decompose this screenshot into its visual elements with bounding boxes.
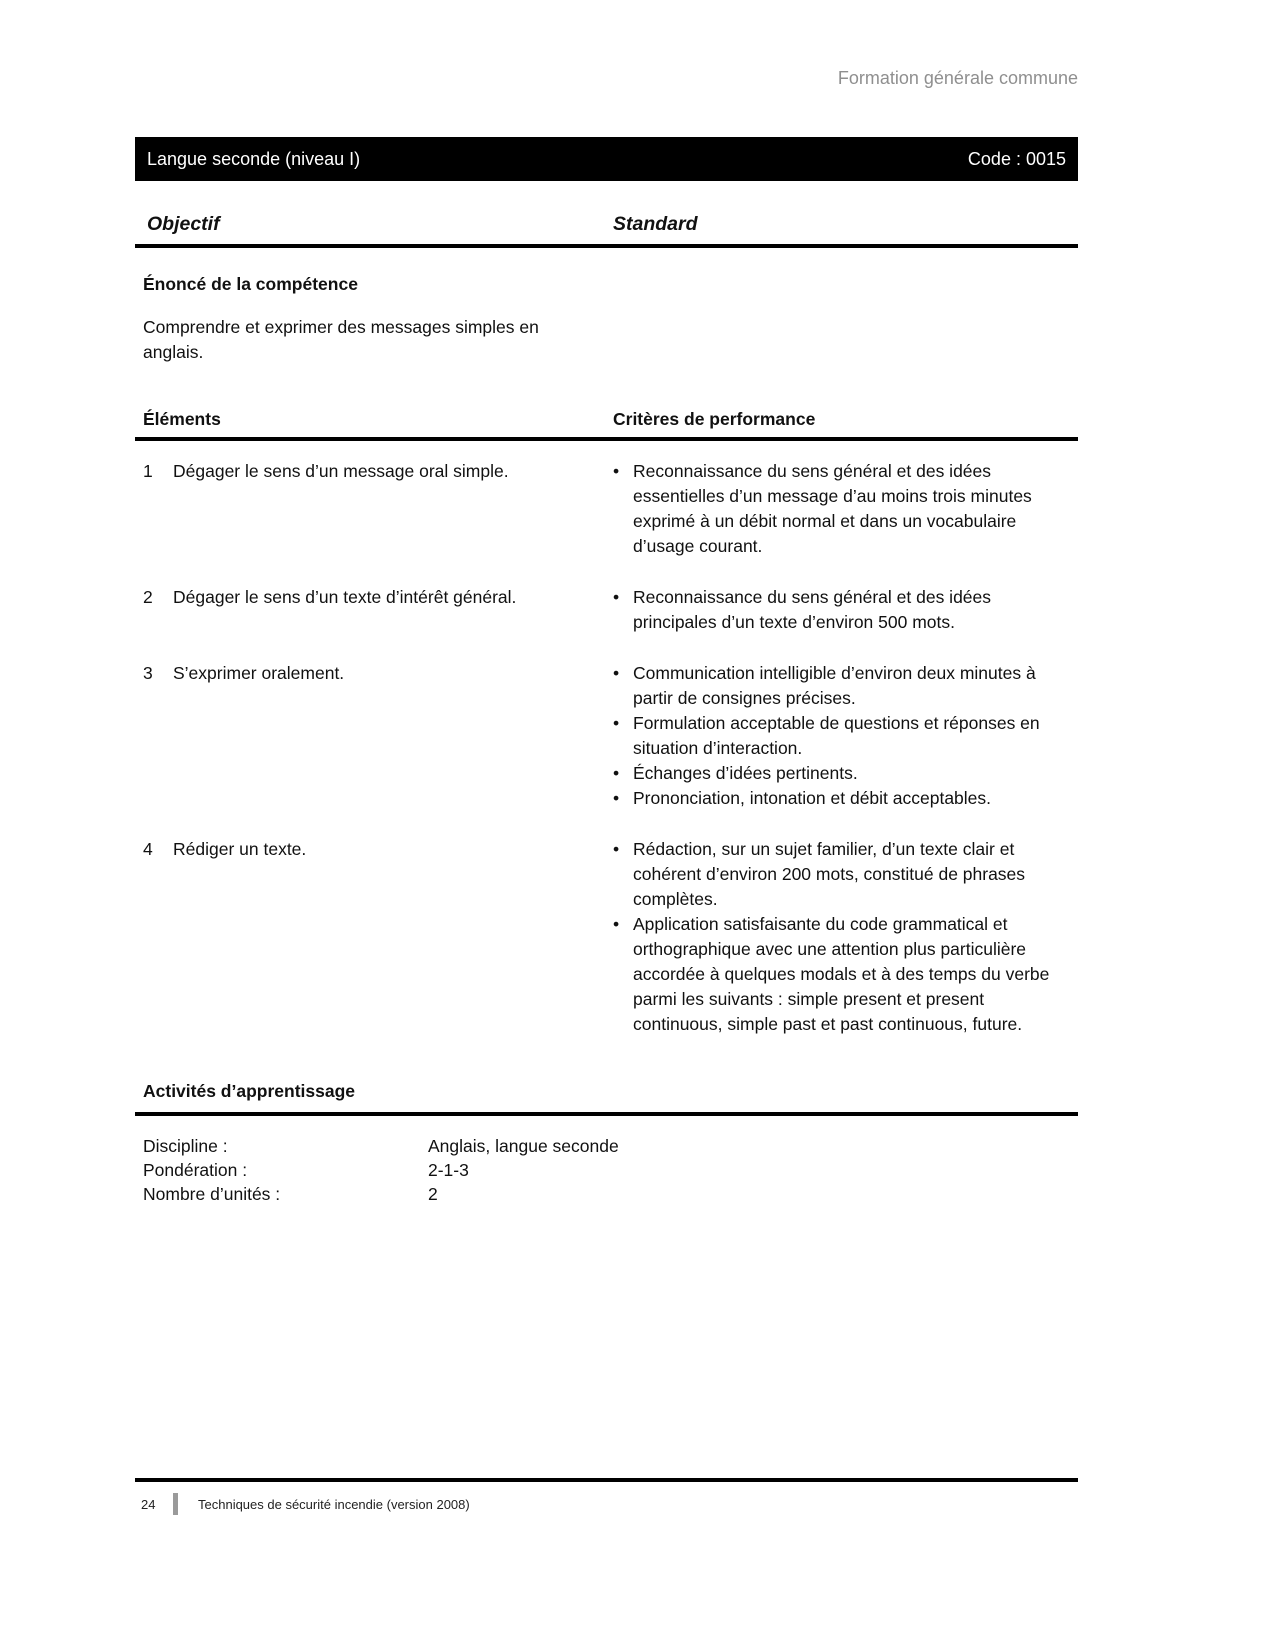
element-text: Rédiger un texte. bbox=[173, 839, 307, 859]
criteria-text: Reconnaissance du sens général et des idées essentielles d’un message d’au moins trois minutes exprimé à un débit normal et dans un vocabulaire d’usage courant. bbox=[633, 461, 1032, 556]
bullet-icon: • bbox=[613, 461, 620, 481]
course-code: Code : 0015 bbox=[967, 148, 1066, 169]
criteria-item bbox=[613, 786, 1078, 811]
table-row bbox=[135, 585, 1078, 635]
page-number: 24 bbox=[141, 1496, 156, 1512]
bullet-icon: • bbox=[613, 788, 620, 808]
detail-value: Anglais, langue seconde bbox=[428, 1136, 619, 1156]
criteria-item bbox=[613, 912, 1078, 1037]
course-title: Langue seconde (niveau I) bbox=[147, 148, 361, 169]
element-number: 3 bbox=[143, 663, 153, 683]
criteria-text: Reconnaissance du sens général et des idées principales d’un texte d’environ 500 mots. bbox=[633, 587, 992, 632]
page-footer bbox=[135, 1478, 1078, 1515]
table-row bbox=[135, 837, 1078, 1037]
detail-value: 2-1-3 bbox=[428, 1160, 469, 1180]
criteria-text: Échanges d’idées pertinents. bbox=[633, 763, 858, 783]
standard-label: Standard bbox=[613, 213, 698, 235]
criteria-item bbox=[613, 585, 1078, 635]
bullet-icon: • bbox=[613, 914, 620, 934]
elements-header: Éléments bbox=[143, 409, 221, 429]
footer-text: Techniques de sécurité incendie (version 2008) bbox=[198, 1496, 470, 1512]
table-row bbox=[135, 661, 1078, 811]
table-column-headers bbox=[135, 409, 1078, 441]
detail-label: Pondération : bbox=[143, 1160, 248, 1180]
detail-row bbox=[143, 1134, 1078, 1158]
enonce-text: Comprendre et exprimer des messages simples en anglais. bbox=[143, 317, 539, 362]
criteres-header: Critères de performance bbox=[613, 409, 816, 429]
criteria-text: Rédaction, sur un sujet familier, d’un texte clair et cohérent d’environ 200 mots, constitué de phrases complètes. bbox=[633, 839, 1026, 909]
detail-label: Nombre d’unités : bbox=[143, 1184, 281, 1204]
criteria-text: Formulation acceptable de questions et réponses en situation d’interaction. bbox=[633, 713, 1040, 758]
bullet-icon: • bbox=[613, 763, 620, 783]
criteria-item bbox=[613, 661, 1078, 711]
bullet-icon: • bbox=[613, 839, 620, 859]
bullet-icon: • bbox=[613, 713, 620, 733]
running-header: Formation générale commune bbox=[837, 68, 1078, 88]
detail-label: Discipline : bbox=[143, 1136, 228, 1156]
criteria-item bbox=[613, 761, 1078, 786]
course-banner bbox=[135, 137, 1078, 181]
details-table bbox=[135, 1134, 1078, 1206]
criteria-item bbox=[613, 459, 1078, 559]
criteria-item bbox=[613, 837, 1078, 912]
activites-heading: Activités d’apprentissage bbox=[135, 1081, 1078, 1116]
footer-divider bbox=[173, 1493, 178, 1515]
criteria-text: Application satisfaisante du code grammatical et orthographique avec une attention plus particulière accordée à quelques modals et à des temps du verbe parmi les suivants : simple present et present continuous, simple past et past continuous, future. bbox=[633, 914, 1050, 1034]
element-text: Dégager le sens d’un texte d’intérêt général. bbox=[173, 587, 517, 607]
page-content bbox=[135, 0, 1078, 1206]
criteria-text: Communication intelligible d’environ deux minutes à partir de consignes précises. bbox=[633, 663, 1036, 708]
elements-criteria-table bbox=[135, 459, 1078, 1037]
element-text: S’exprimer oralement. bbox=[173, 663, 345, 683]
objectif-label: Objectif bbox=[147, 213, 220, 235]
criteria-item bbox=[613, 711, 1078, 761]
element-number: 2 bbox=[143, 587, 153, 607]
bullet-icon: • bbox=[613, 663, 620, 683]
element-number: 1 bbox=[143, 461, 153, 481]
enonce-heading: Énoncé de la compétence bbox=[143, 274, 358, 294]
objectif-standard-header bbox=[135, 213, 1078, 248]
detail-row bbox=[143, 1158, 1078, 1182]
detail-value: 2 bbox=[428, 1184, 438, 1204]
detail-row bbox=[143, 1182, 1078, 1206]
element-text: Dégager le sens d’un message oral simple. bbox=[173, 461, 509, 481]
table-row bbox=[135, 459, 1078, 559]
element-number: 4 bbox=[143, 839, 153, 859]
bullet-icon: • bbox=[613, 587, 620, 607]
criteria-text: Prononciation, intonation et débit acceptables. bbox=[633, 788, 992, 808]
